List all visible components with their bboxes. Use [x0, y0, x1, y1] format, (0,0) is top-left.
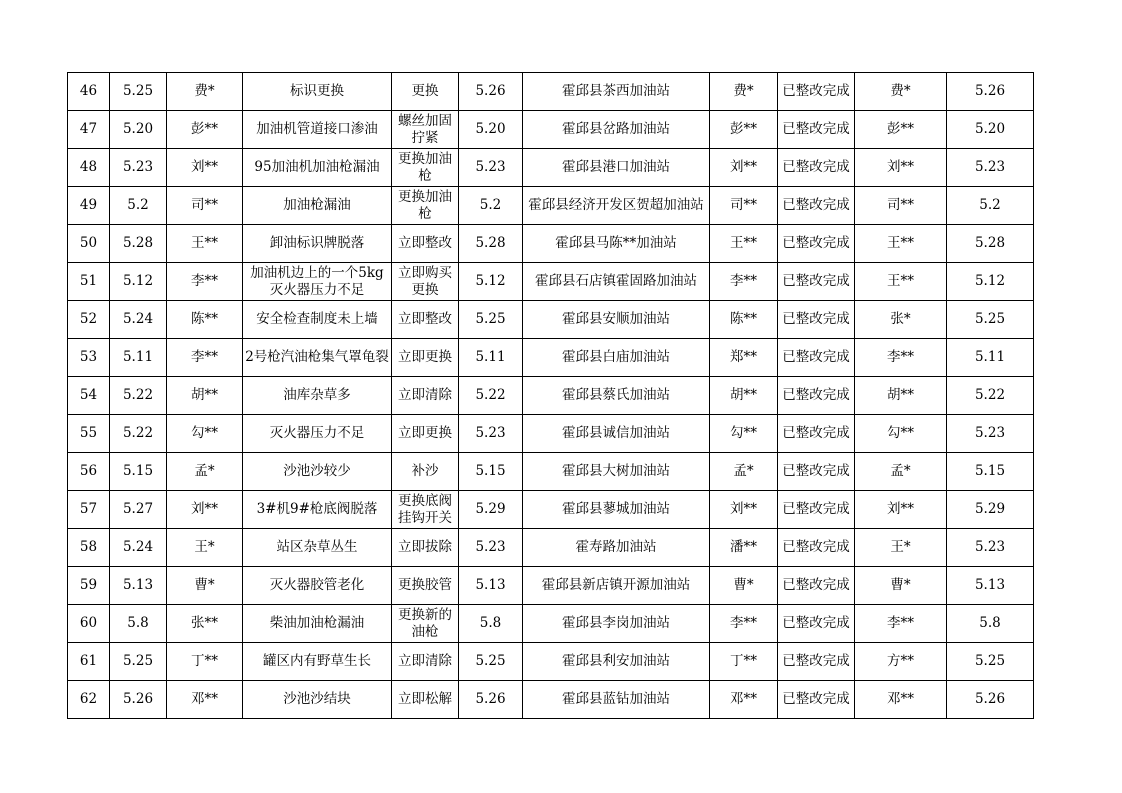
issue-description-cell: 沙池沙结块	[243, 681, 392, 719]
verifier-cell: 彭**	[855, 111, 947, 149]
row-number-cell: 49	[68, 187, 110, 225]
row-number-cell: 59	[68, 567, 110, 605]
inspector-cell: 费*	[167, 73, 243, 111]
station-name-cell: 霍邱县诚信加油站	[523, 415, 710, 453]
status-cell: 已整改完成	[778, 301, 855, 339]
station-name-cell: 霍邱县利安加油站	[523, 643, 710, 681]
table-row	[68, 529, 1034, 567]
verifier-cell: 王*	[855, 529, 947, 567]
row-number-cell: 46	[68, 73, 110, 111]
status-cell: 已整改完成	[778, 529, 855, 567]
found-date-cell: 5.8	[110, 605, 167, 643]
verifier-cell: 司**	[855, 187, 947, 225]
station-contact-cell: 王**	[710, 225, 778, 263]
found-date-cell: 5.28	[110, 225, 167, 263]
verifier-cell: 胡**	[855, 377, 947, 415]
table-row	[68, 567, 1034, 605]
action-taken-cell: 立即购买更换	[392, 263, 459, 301]
verifier-cell: 孟*	[855, 453, 947, 491]
issue-description-cell: 站区杂草丛生	[243, 529, 392, 567]
inspector-cell: 李**	[167, 339, 243, 377]
station-name-cell: 霍邱县茶西加油站	[523, 73, 710, 111]
table-row	[68, 605, 1034, 643]
station-name-cell: 霍邱县蓼城加油站	[523, 491, 710, 529]
issue-description-cell: 加油枪漏油	[243, 187, 392, 225]
action-taken-cell: 更换新的油枪	[392, 605, 459, 643]
row-number-cell: 61	[68, 643, 110, 681]
issue-description-cell: 标识更换	[243, 73, 392, 111]
action-taken-cell: 立即整改	[392, 301, 459, 339]
verify-date-cell: 5.11	[947, 339, 1034, 377]
station-contact-cell: 陈**	[710, 301, 778, 339]
row-number-cell: 47	[68, 111, 110, 149]
station-name-cell: 霍邱县马陈**加油站	[523, 225, 710, 263]
found-date-cell: 5.15	[110, 453, 167, 491]
verify-date-cell: 5.26	[947, 73, 1034, 111]
station-name-cell: 霍邱县白庙加油站	[523, 339, 710, 377]
fix-date-cell: 5.23	[459, 529, 523, 567]
row-number-cell: 55	[68, 415, 110, 453]
station-name-cell: 霍寿路加油站	[523, 529, 710, 567]
status-cell: 已整改完成	[778, 567, 855, 605]
status-cell: 已整改完成	[778, 681, 855, 719]
found-date-cell: 5.26	[110, 681, 167, 719]
verify-date-cell: 5.12	[947, 263, 1034, 301]
fix-date-cell: 5.20	[459, 111, 523, 149]
status-cell: 已整改完成	[778, 187, 855, 225]
action-taken-cell: 更换加油枪	[392, 187, 459, 225]
table-row	[68, 111, 1034, 149]
verifier-cell: 李**	[855, 339, 947, 377]
status-cell: 已整改完成	[778, 491, 855, 529]
action-taken-cell: 立即清除	[392, 377, 459, 415]
station-contact-cell: 费*	[710, 73, 778, 111]
found-date-cell: 5.22	[110, 377, 167, 415]
table-row	[68, 225, 1034, 263]
issue-description-cell: 安全检查制度未上墙	[243, 301, 392, 339]
station-name-cell: 霍邱县石店镇霍固路加油站	[523, 263, 710, 301]
station-contact-cell: 邓**	[710, 681, 778, 719]
action-taken-cell: 立即松解	[392, 681, 459, 719]
station-contact-cell: 刘**	[710, 491, 778, 529]
row-number-cell: 52	[68, 301, 110, 339]
found-date-cell: 5.12	[110, 263, 167, 301]
inspector-cell: 陈**	[167, 301, 243, 339]
status-cell: 已整改完成	[778, 605, 855, 643]
table-row	[68, 377, 1034, 415]
action-taken-cell: 更换底阀挂钩开关	[392, 491, 459, 529]
status-cell: 已整改完成	[778, 377, 855, 415]
issue-description-cell: 加油机边上的一个5kg灭火器压力不足	[243, 263, 392, 301]
row-number-cell: 58	[68, 529, 110, 567]
found-date-cell: 5.27	[110, 491, 167, 529]
row-number-cell: 54	[68, 377, 110, 415]
rectification-table	[67, 72, 1034, 719]
inspector-cell: 李**	[167, 263, 243, 301]
verify-date-cell: 5.28	[947, 225, 1034, 263]
action-taken-cell: 更换	[392, 73, 459, 111]
fix-date-cell: 5.13	[459, 567, 523, 605]
verify-date-cell: 5.29	[947, 491, 1034, 529]
verify-date-cell: 5.22	[947, 377, 1034, 415]
fix-date-cell: 5.23	[459, 415, 523, 453]
verify-date-cell: 5.26	[947, 681, 1034, 719]
found-date-cell: 5.24	[110, 529, 167, 567]
inspector-cell: 刘**	[167, 491, 243, 529]
action-taken-cell: 立即更换	[392, 339, 459, 377]
station-contact-cell: 潘**	[710, 529, 778, 567]
row-number-cell: 50	[68, 225, 110, 263]
inspector-cell: 邓**	[167, 681, 243, 719]
table-row	[68, 453, 1034, 491]
action-taken-cell: 更换加油枪	[392, 149, 459, 187]
inspector-cell: 司**	[167, 187, 243, 225]
station-contact-cell: 勾**	[710, 415, 778, 453]
row-number-cell: 57	[68, 491, 110, 529]
verify-date-cell: 5.25	[947, 643, 1034, 681]
issue-description-cell: 3#机9#枪底阀脱落	[243, 491, 392, 529]
fix-date-cell: 5.29	[459, 491, 523, 529]
row-number-cell: 51	[68, 263, 110, 301]
action-taken-cell: 螺丝加固拧紧	[392, 111, 459, 149]
verifier-cell: 王**	[855, 225, 947, 263]
status-cell: 已整改完成	[778, 339, 855, 377]
fix-date-cell: 5.8	[459, 605, 523, 643]
verify-date-cell: 5.8	[947, 605, 1034, 643]
verify-date-cell: 5.23	[947, 415, 1034, 453]
inspector-cell: 勾**	[167, 415, 243, 453]
row-number-cell: 60	[68, 605, 110, 643]
issue-description-cell: 沙池沙较少	[243, 453, 392, 491]
station-contact-cell: 郑**	[710, 339, 778, 377]
status-cell: 已整改完成	[778, 643, 855, 681]
inspector-cell: 王*	[167, 529, 243, 567]
station-contact-cell: 曹*	[710, 567, 778, 605]
issue-description-cell: 柴油加油枪漏油	[243, 605, 392, 643]
verify-date-cell: 5.25	[947, 301, 1034, 339]
issue-description-cell: 灭火器压力不足	[243, 415, 392, 453]
verifier-cell: 刘**	[855, 149, 947, 187]
station-contact-cell: 彭**	[710, 111, 778, 149]
inspector-cell: 孟*	[167, 453, 243, 491]
verifier-cell: 王**	[855, 263, 947, 301]
table-body	[68, 73, 1034, 719]
station-contact-cell: 刘**	[710, 149, 778, 187]
issue-description-cell: 卸油标识牌脱落	[243, 225, 392, 263]
fix-date-cell: 5.23	[459, 149, 523, 187]
fix-date-cell: 5.26	[459, 681, 523, 719]
verifier-cell: 曹*	[855, 567, 947, 605]
action-taken-cell: 更换胶管	[392, 567, 459, 605]
verify-date-cell: 5.23	[947, 149, 1034, 187]
station-name-cell: 霍邱县大树加油站	[523, 453, 710, 491]
station-contact-cell: 李**	[710, 605, 778, 643]
row-number-cell: 56	[68, 453, 110, 491]
row-number-cell: 53	[68, 339, 110, 377]
station-name-cell: 霍邱县蔡氏加油站	[523, 377, 710, 415]
verifier-cell: 费*	[855, 73, 947, 111]
action-taken-cell: 立即整改	[392, 225, 459, 263]
fix-date-cell: 5.26	[459, 73, 523, 111]
fix-date-cell: 5.2	[459, 187, 523, 225]
station-contact-cell: 孟*	[710, 453, 778, 491]
issue-description-cell: 95加油机加油枪漏油	[243, 149, 392, 187]
table-row	[68, 73, 1034, 111]
verifier-cell: 方**	[855, 643, 947, 681]
station-contact-cell: 李**	[710, 263, 778, 301]
inspector-cell: 曹*	[167, 567, 243, 605]
verifier-cell: 邓**	[855, 681, 947, 719]
issue-description-cell: 2号枪汽油枪集气罩龟裂	[243, 339, 392, 377]
status-cell: 已整改完成	[778, 111, 855, 149]
found-date-cell: 5.23	[110, 149, 167, 187]
found-date-cell: 5.24	[110, 301, 167, 339]
found-date-cell: 5.20	[110, 111, 167, 149]
issue-description-cell: 罐区内有野草生长	[243, 643, 392, 681]
action-taken-cell: 立即更换	[392, 415, 459, 453]
station-name-cell: 霍邱县港口加油站	[523, 149, 710, 187]
station-contact-cell: 胡**	[710, 377, 778, 415]
station-name-cell: 霍邱县经济开发区贺超加油站	[523, 187, 710, 225]
found-date-cell: 5.2	[110, 187, 167, 225]
action-taken-cell: 立即清除	[392, 643, 459, 681]
status-cell: 已整改完成	[778, 225, 855, 263]
station-contact-cell: 丁**	[710, 643, 778, 681]
station-name-cell: 霍邱县李岗加油站	[523, 605, 710, 643]
inspector-cell: 王**	[167, 225, 243, 263]
status-cell: 已整改完成	[778, 149, 855, 187]
station-name-cell: 霍邱县新店镇开源加油站	[523, 567, 710, 605]
inspector-cell: 刘**	[167, 149, 243, 187]
fix-date-cell: 5.22	[459, 377, 523, 415]
status-cell: 已整改完成	[778, 263, 855, 301]
found-date-cell: 5.25	[110, 73, 167, 111]
verify-date-cell: 5.2	[947, 187, 1034, 225]
verifier-cell: 李**	[855, 605, 947, 643]
row-number-cell: 48	[68, 149, 110, 187]
issue-description-cell: 灭火器胶管老化	[243, 567, 392, 605]
verify-date-cell: 5.13	[947, 567, 1034, 605]
verify-date-cell: 5.20	[947, 111, 1034, 149]
found-date-cell: 5.25	[110, 643, 167, 681]
fix-date-cell: 5.15	[459, 453, 523, 491]
issue-description-cell: 油库杂草多	[243, 377, 392, 415]
table-row	[68, 415, 1034, 453]
row-number-cell: 62	[68, 681, 110, 719]
action-taken-cell: 立即拔除	[392, 529, 459, 567]
fix-date-cell: 5.11	[459, 339, 523, 377]
table-row	[68, 491, 1034, 529]
inspector-cell: 张**	[167, 605, 243, 643]
found-date-cell: 5.22	[110, 415, 167, 453]
fix-date-cell: 5.28	[459, 225, 523, 263]
fix-date-cell: 5.12	[459, 263, 523, 301]
station-contact-cell: 司**	[710, 187, 778, 225]
status-cell: 已整改完成	[778, 73, 855, 111]
found-date-cell: 5.11	[110, 339, 167, 377]
station-name-cell: 霍邱县岔路加油站	[523, 111, 710, 149]
verifier-cell: 张*	[855, 301, 947, 339]
fix-date-cell: 5.25	[459, 301, 523, 339]
table-row	[68, 301, 1034, 339]
verify-date-cell: 5.23	[947, 529, 1034, 567]
found-date-cell: 5.13	[110, 567, 167, 605]
station-name-cell: 霍邱县安顺加油站	[523, 301, 710, 339]
table-row	[68, 187, 1034, 225]
verifier-cell: 勾**	[855, 415, 947, 453]
action-taken-cell: 补沙	[392, 453, 459, 491]
issue-description-cell: 加油机管道接口渗油	[243, 111, 392, 149]
table-row	[68, 149, 1034, 187]
status-cell: 已整改完成	[778, 453, 855, 491]
inspector-cell: 彭**	[167, 111, 243, 149]
verify-date-cell: 5.15	[947, 453, 1034, 491]
inspector-cell: 丁**	[167, 643, 243, 681]
table-row	[68, 339, 1034, 377]
table-row	[68, 263, 1034, 301]
status-cell: 已整改完成	[778, 415, 855, 453]
table-row	[68, 643, 1034, 681]
verifier-cell: 刘**	[855, 491, 947, 529]
table-row	[68, 681, 1034, 719]
inspector-cell: 胡**	[167, 377, 243, 415]
station-name-cell: 霍邱县蓝钻加油站	[523, 681, 710, 719]
fix-date-cell: 5.25	[459, 643, 523, 681]
